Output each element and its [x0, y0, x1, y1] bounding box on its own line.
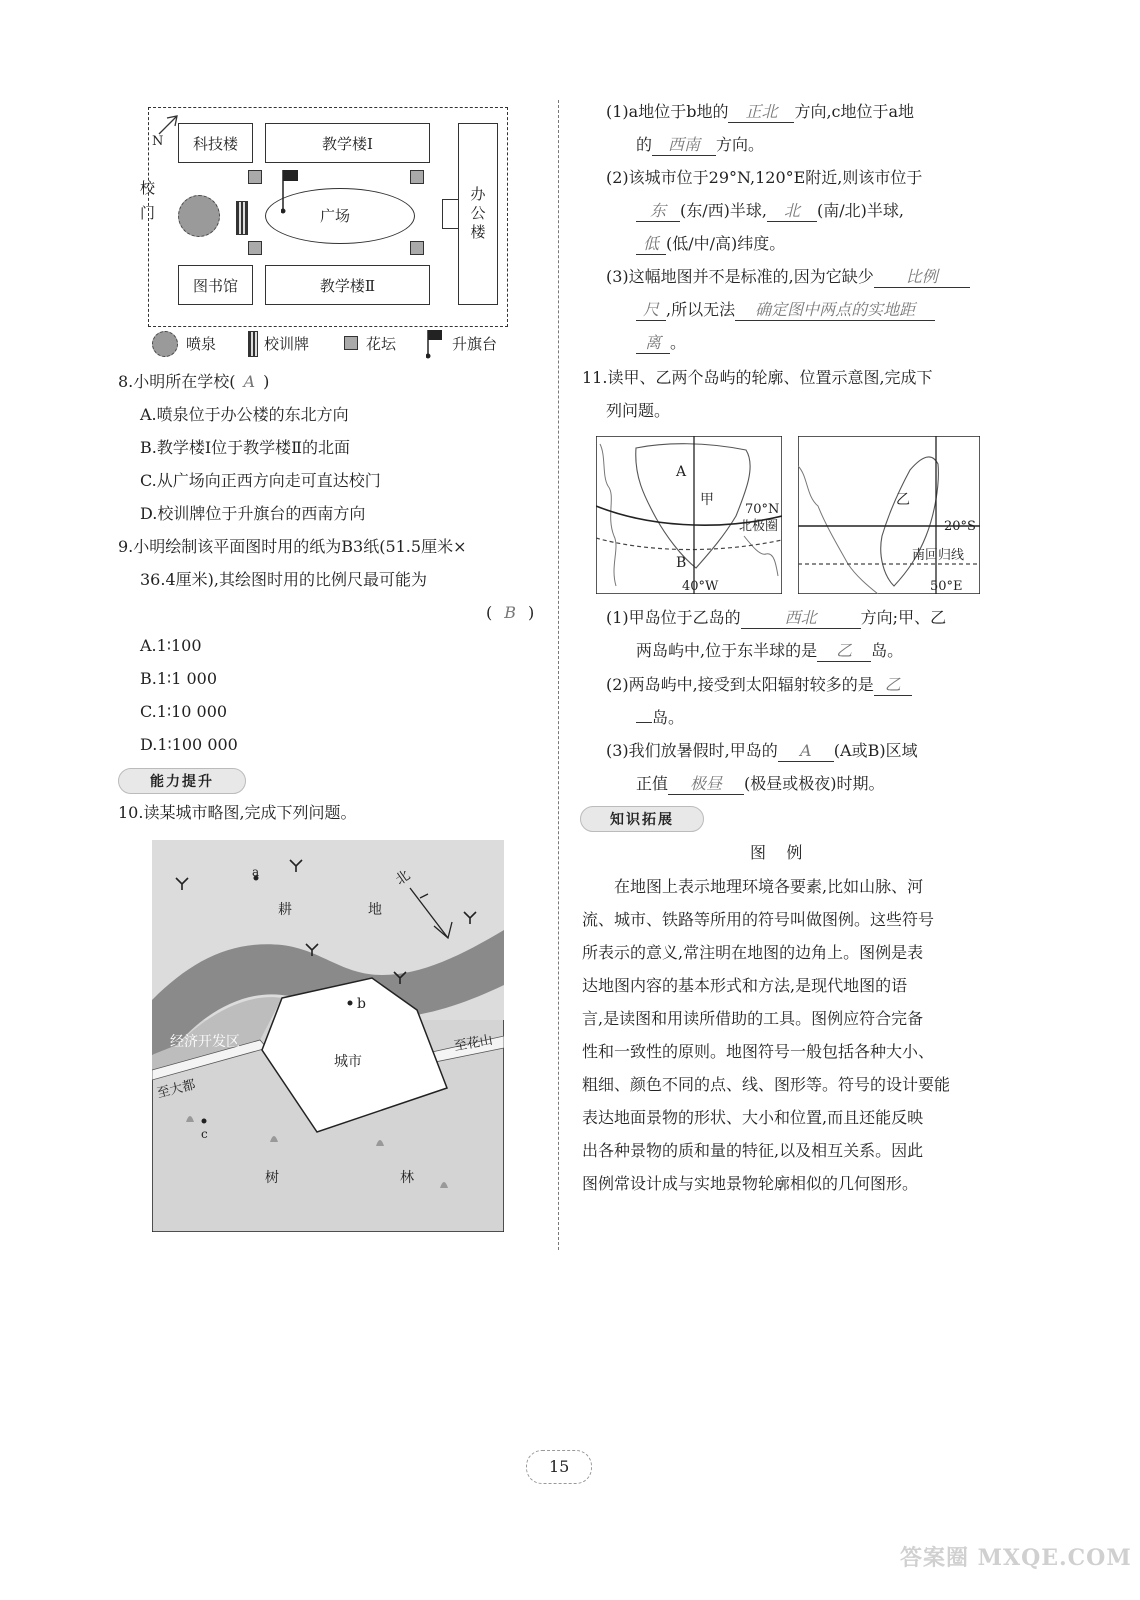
city-map-farmland-1: 耕 [278, 902, 292, 918]
q10-p2-text-d: (低/中/高)纬度。 [666, 234, 786, 253]
q11-p3-text-d: (极昼或极夜)时期。 [744, 774, 885, 793]
q10-p2-text-b: (东/西)半球, [680, 201, 767, 220]
q11-p1-text-d: 岛。 [871, 641, 904, 660]
knowledge-line: 达地图内容的基本形式和方法,是现代地图的语 [582, 976, 908, 995]
q8-option-c: C.从广场向正西方向走可直达校门 [140, 471, 381, 490]
column-divider [558, 100, 559, 1250]
q11-p3-text-b: (A或B)区域 [833, 741, 918, 760]
q11-p2-answer: 乙 [874, 675, 912, 696]
fountain-icon [178, 195, 220, 237]
q11-p3-answer2: 极昼 [668, 774, 744, 795]
q10-p1-line2 [636, 135, 764, 156]
q9-answer-bracket [486, 603, 534, 623]
q9-option-a: A.1∶100 [140, 636, 202, 655]
yi-map-lat-label: 20°S [944, 519, 976, 534]
q10-p3-text-a: (3)这幅地图并不是标准的,因为它缺少 [606, 267, 874, 286]
q8-close: ) [263, 372, 270, 391]
building-office-label: 办公楼 [468, 185, 487, 243]
q9-answer: B [504, 603, 517, 622]
q8-option-a: A.喷泉位于办公楼的东北方向 [140, 405, 349, 424]
q9-option-d: D.1∶100 000 [140, 735, 238, 754]
q10-p3-text-c: 。 [670, 333, 687, 352]
knowledge-line: 粗细、颜色不同的点、线、图形等。符号的设计要能 [582, 1075, 951, 1094]
q11-p1-text-a: (1)甲岛位于乙岛的 [606, 608, 741, 627]
knowledge-title: 图 例 [750, 843, 803, 862]
q11-p2-text-b: 岛。 [652, 708, 685, 727]
q11-p3-text-a: (3)我们放暑假时,甲岛的 [606, 741, 778, 760]
knowledge-line: 所表示的意义,常注明在地图的边角上。图例是表 [582, 943, 924, 962]
q10-p3-line1 [606, 267, 970, 288]
city-map-point-a: a [252, 865, 260, 879]
knowledge-paragraph [582, 870, 1002, 1200]
q11-p1-text-b: 方向;甲、乙 [860, 608, 947, 627]
flagpole-icon [281, 168, 301, 218]
q9-line2: 36.4厘米),其绘图时用的比例尺最可能为 [140, 570, 427, 589]
legend-fountain-label: 喷泉 [186, 335, 217, 353]
q11-p1-line2 [636, 641, 903, 662]
q8-option-b: B.教学楼Ⅰ位于教学楼Ⅱ的北面 [140, 438, 351, 457]
plaza-label: 广场 [320, 207, 351, 225]
q10-p1-text-c: 的 [636, 135, 653, 154]
city-map-road-right: 至花山 [452, 1032, 494, 1055]
q10-p2-answer3: 低 [636, 234, 666, 255]
office-entrance [442, 199, 458, 229]
q11-p1-answer1: 西北 [741, 608, 861, 629]
q11-stem-line2: 列问题。 [606, 401, 671, 420]
q10-p2-answer1: 东 [636, 201, 680, 222]
city-map-zone-label: 经济开发区 [170, 1034, 240, 1050]
city-map-forest-2: 林 [400, 1170, 414, 1186]
q10-p3-line3 [636, 333, 686, 354]
school-gate-label: 校门 [138, 180, 156, 230]
page-number: 15 [549, 1457, 570, 1476]
knowledge-line: 在地图上表示地理环境各要素,比如山脉、河 [614, 877, 924, 896]
q10-p2-line2 [636, 201, 904, 222]
q11-p3-line1 [606, 741, 918, 762]
jia-map-island-label: 甲 [700, 492, 714, 508]
q11-p1-line1 [606, 608, 946, 629]
legend-motto-sign-icon [248, 331, 258, 357]
jia-map-lat-label: 70°N [745, 502, 780, 517]
q10-p1-line1 [606, 102, 914, 123]
q10-p3-answer2a: 确定图中两点的实地距 [735, 300, 935, 321]
q9-option-c: C.1∶10 000 [140, 702, 228, 721]
jia-map-A-label: A [676, 464, 687, 480]
knowledge-line: 图例常设计成与实地景物轮廓相似的几何图形。 [582, 1174, 919, 1193]
legend-flowerbed-icon [344, 336, 358, 350]
q11-p2-underline [636, 722, 652, 723]
city-map-point-c: c [201, 1127, 208, 1141]
city-map-north-label: 北 [392, 867, 414, 889]
q11-stem-line1: 11.读甲、乙两个岛屿的轮廓、位置示意图,完成下 [582, 368, 933, 387]
q10-p1-text-d: 方向。 [716, 135, 765, 154]
q11-p1-text-c: 两岛屿中,位于东半球的是 [636, 641, 818, 660]
knowledge-line: 言,是读图和用读所借助的工具。图例应符合完备 [582, 1009, 924, 1028]
city-map-forest-1: 树 [265, 1170, 279, 1186]
q9-option-b: B.1∶1 000 [140, 669, 217, 688]
q11-p1-answer2: 乙 [817, 641, 871, 662]
q8-answer: A [243, 372, 256, 391]
knowledge-line: 性和一致性的原则。地图符号一般包括各种大小、 [582, 1042, 935, 1061]
knowledge-line: 出各种景物的质和量的特征,以及相互关系。因此 [582, 1141, 924, 1160]
city-map-city-label: 城市 [334, 1054, 362, 1070]
q11-p3-answer1: A [778, 741, 834, 762]
section-knowledge-badge: 知识拓展 [580, 806, 704, 832]
building-teach2: 教学楼Ⅱ [265, 265, 430, 305]
q10-stem: 10.读某城市略图,完成下列问题。 [118, 803, 357, 822]
q10-p3-line2 [636, 300, 935, 321]
legend-motto-sign-label: 校训牌 [264, 335, 310, 353]
legend-flagpole-icon [426, 328, 446, 360]
watermark-logo: 答案圈 MXQE.COM [900, 1545, 1132, 1571]
jia-map-lon-label: 40°W [682, 579, 719, 594]
jia-map-B-label: B [676, 555, 687, 571]
q8-stem-text: 8.小明所在学校( [118, 372, 236, 391]
q8-option-d: D.校训牌位于升旗台的西南方向 [140, 504, 366, 523]
q11-p3-line2 [636, 774, 885, 795]
q10-p2-line3 [636, 234, 785, 255]
building-teach1: 教学楼Ⅰ [265, 123, 430, 163]
q9-open: ( [486, 603, 493, 622]
yi-map-island-label: 乙 [896, 492, 910, 508]
q10-p3-answer1b: 尺 [636, 300, 666, 321]
legend-fountain-icon [152, 331, 178, 357]
section-ability-badge: 能力提升 [118, 768, 246, 794]
flowerbed-icon [410, 241, 424, 255]
building-tech: 科技楼 [178, 123, 253, 163]
legend-flagpole-label: 升旗台 [452, 335, 498, 353]
flowerbed-icon [248, 170, 262, 184]
q11-p2-line2 [636, 708, 684, 728]
q9-line1: 9.小明绘制该平面图时用的纸为B3纸(51.5厘米× [118, 537, 467, 556]
q10-p3-answer2b: 离 [636, 333, 670, 354]
q8-stem [118, 372, 269, 392]
q11-p3-text-c: 正值 [636, 774, 669, 793]
flowerbed-icon [248, 241, 262, 255]
q9-close: ) [528, 603, 535, 622]
knowledge-line: 流、城市、铁路等所用的符号叫做图例。这些符号 [582, 910, 935, 929]
jia-map-arctic-circle-label: 北极圈 [739, 519, 779, 534]
q10-p2-line1: (2)该城市位于29°N,120°E附近,则该市位于 [606, 168, 923, 187]
q11-p2-text-a: (2)两岛屿中,接受到太阳辐射较多的是 [606, 675, 874, 694]
building-office [458, 123, 498, 305]
campus-north-label: N [152, 134, 164, 149]
q10-p1-answer1: 正北 [728, 102, 794, 123]
q10-p3-answer1a: 比例 [874, 267, 970, 288]
q10-p1-text-a: (1)a地位于b地的 [606, 102, 729, 121]
motto-sign-icon [236, 201, 248, 235]
q10-p2-text-c: (南/北)半球, [816, 201, 904, 220]
city-map-point-b: b [357, 996, 366, 1012]
knowledge-line: 表达地面景物的形状、大小和位置,而且还能反映 [582, 1108, 924, 1127]
yi-map-lon-label: 50°E [930, 579, 963, 594]
city-map-farmland-2: 地 [368, 902, 382, 918]
q10-p2-answer2: 北 [767, 201, 817, 222]
q10-p1-answer2: 西南 [652, 135, 716, 156]
q11-p2-line1 [606, 675, 912, 696]
q10-p3-text-b: ,所以无法 [666, 300, 736, 319]
legend-flowerbed-label: 花坛 [366, 335, 397, 353]
q10-p1-text-b: 方向,c地位于a地 [794, 102, 915, 121]
building-library: 图书馆 [178, 265, 253, 305]
city-map-road-left: 至大都 [155, 1077, 198, 1102]
island-yi-map [798, 436, 980, 594]
yi-map-tropic-label: 南回归线 [912, 548, 965, 563]
flowerbed-icon [410, 170, 424, 184]
